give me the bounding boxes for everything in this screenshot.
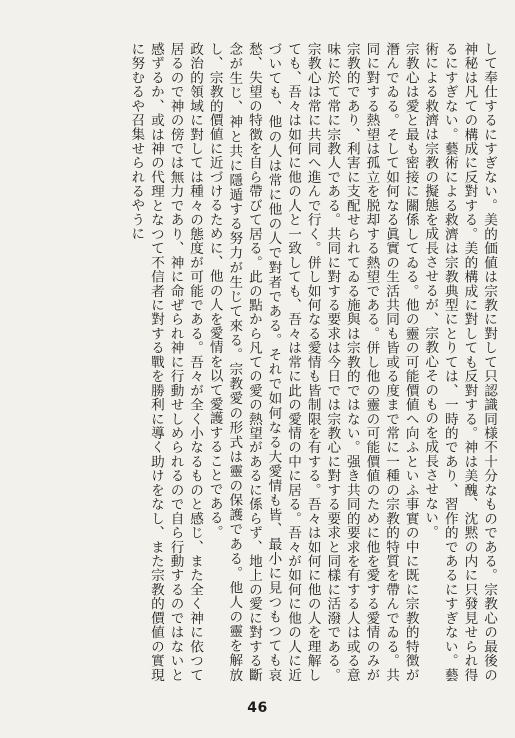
page-number: 46 (247, 700, 268, 716)
paragraph: 宗教心は愛と最も密接に關係してゐる。他の靈の可能價値へ向ふといふ事實の中に既に宗教的特徴が潛んでゐる。そして如何なる眞實の生活共同も皆或る度まで常に一種の宗教的特質を帶んでゐる。共同に對する熱望は孤立を脱却する熱望である。併し他の靈の可能價値のために他を愛する愛情のみが宗教的であり、利害に支配せられてゐる施與は宗教的ではない。强き共同的要求を有する人は或る意味に於て常に宗教人である。共同に對する要求は今日では宗教心に對する要求と同樣に活潑である。宗教心は常に共同へ進んで行く。併し如何なる愛情も皆制限を有する。吾々は如何に他の人を理解しても、吾々は如何に他の人と一致しても、吾々は常に此の愛情の中に居る。吾々が如何に他の人に近づいても、他の人は常に他の人で對者である。それで如何なる大愛情も皆、最小に見つもつても哀愁、失望の特徴を自ら帶びて居る。此の點から凡ての愛の熱望があるに係らず、地上の愛に對する斷念が生じ、神と共に隱遁する努力が生じて來る。宗教愛の形式は靈の保護である。他人の靈を解放し、宗教的價値に近づけるために、他の人を愛情を以て愛護することである。 (206, 42, 419, 682)
body-text (28, 42, 498, 682)
paragraph: 政治的領域に對しては種々の態度が可能である。吾々が全く小なるものと感じ、また全く神に依つて居るので神の傍では無力であり、神に命ぜられ神に行動せしめられるので自ら行動するのではないと感ずるか、或は神の代理となつて不信者に對する戰を勝利に導く助けをなし、また宗教的價値の實現に努むるや召集せられるやうに (128, 42, 204, 682)
paragraph: して奉仕するにすぎない。美的価値は宗教に對して只認識同様不十分なものである。宗教心の最後の神秘は凡ての構成に反對する。美的構成に對しても反對する。神は美醜、沈黙の内に只發見せられ得るにすぎない。藝術による救濟は宗教典型にとりては、一時的であり、習作的であるにすぎない。藝術による救濟は宗教の擬態を成長させるが、宗教心そのものを成長させない。 (422, 42, 497, 682)
